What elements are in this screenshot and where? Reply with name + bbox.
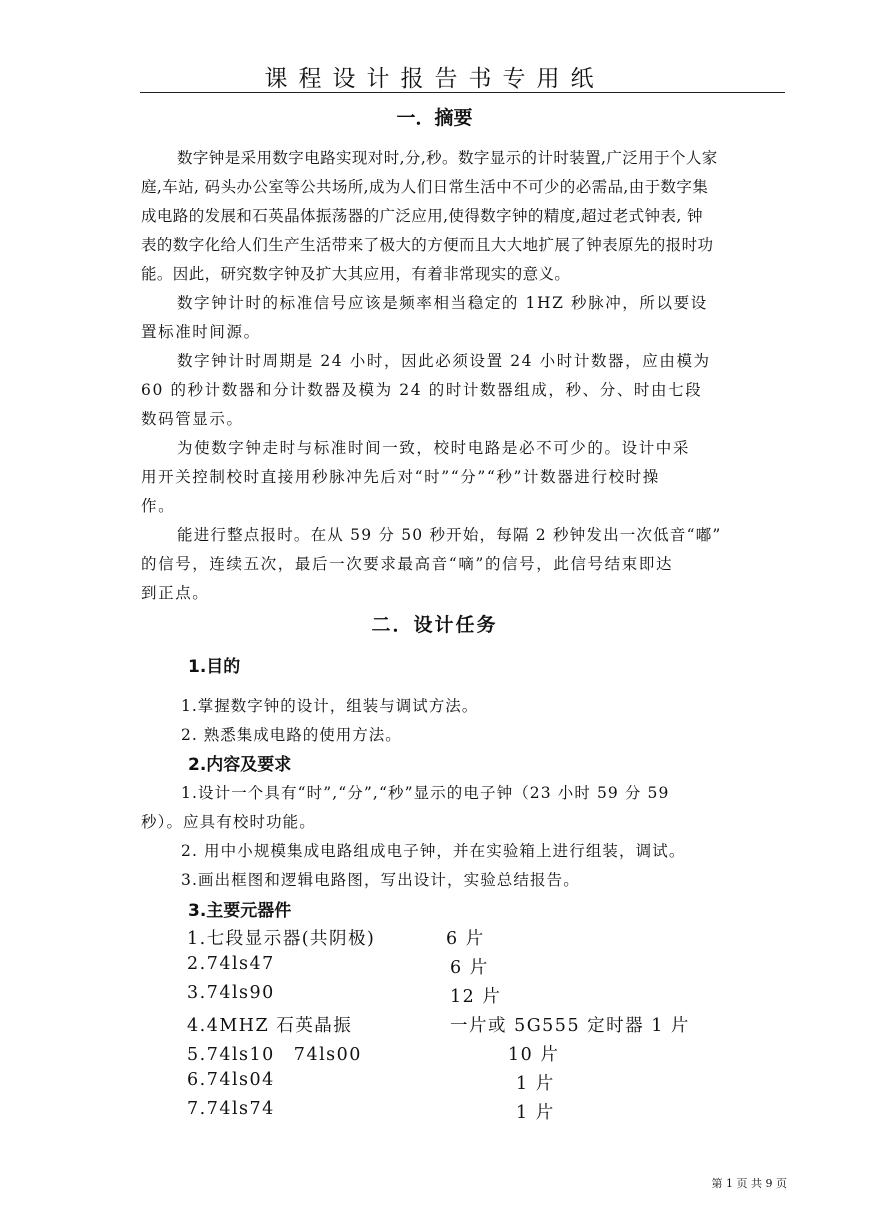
abstract-p5-line3: 到正点。 — [141, 584, 210, 602]
header-divider — [140, 92, 785, 93]
component-name-3: 3.74ls90 — [187, 983, 275, 1003]
abstract-p5-line2: 的信号，连续五次，最后一次要求最高音“嘀”的信号，此信号结束即达 — [141, 555, 674, 573]
subsection-heading-components: 3.主要元器件 — [188, 901, 292, 921]
abstract-p3-line2: 60 的秒计数器和分计数器及模为 24 的时计数器组成，秒、分、时由七段 — [141, 381, 703, 399]
abstract-p3-line3: 数码管显示。 — [141, 410, 244, 428]
component-qty-1: 6 片 — [446, 929, 485, 949]
page-number: 第 1 页 共 9 页 — [711, 1177, 787, 1190]
subsection-heading-requirements: 2.内容及要求 — [188, 755, 292, 775]
purpose-item-2: 2. 熟悉集成电路的使用方法。 — [181, 726, 402, 744]
component-name-4: 4.4MHZ 石英晶振 — [187, 1016, 353, 1036]
subsection-heading-purpose: 1.目的 — [188, 657, 241, 677]
component-qty-3: 12 片 — [450, 987, 502, 1007]
requirements-line-1: 1.设计一个具有“时”,“分”,“秒”显示的电子钟（23 小时 59 分 59 — [181, 784, 670, 802]
purpose-item-1: 1.掌握数字钟的设计，组装与调试方法。 — [181, 697, 479, 715]
component-qty-6: 1 片 — [516, 1074, 555, 1094]
component-qty-4: 一片或 5G555 定时器 1 片 — [450, 1016, 690, 1036]
component-qty-2: 6 片 — [450, 958, 489, 978]
section-heading-abstract: 一．摘要 — [396, 107, 473, 129]
component-name-1: 1.七段显示器(共阴极) — [187, 929, 376, 949]
abstract-p2-line2: 置标准时间源。 — [141, 323, 261, 341]
component-name-6: 6.74ls04 — [187, 1070, 275, 1090]
component-name-5: 5.74ls10 74ls00 — [187, 1045, 362, 1065]
requirements-line-2: 秒）。应具有校时功能。 — [141, 813, 316, 831]
section-heading-design-task: 二．设计任务 — [371, 614, 498, 636]
component-qty-7: 1 片 — [516, 1103, 555, 1123]
abstract-p1-line5: 能。因此，研究数字钟及扩大其应用，有着非常现实的意义。 — [141, 265, 571, 283]
component-qty-5: 10 片 — [508, 1045, 560, 1065]
abstract-p4-line1: 为使数字钟走时与标准时间一致，校时电路是必不可少的。设计中采 — [177, 439, 691, 457]
abstract-p1-line4: 表的数字化给人们生产生活带来了极大的方便而且大大地扩展了钟表原先的报时功 — [141, 236, 714, 254]
abstract-p5-line1: 能进行整点报时。在从 59 分 50 秒开始，每隔 2 秒钟发出一次低音“嘟” — [177, 526, 722, 544]
page-header-title: 课程设计报告书专用纸 — [264, 66, 605, 92]
abstract-p2-line1: 数字钟计时的标准信号应该是频率相当稳定的 1HZ 秒脉冲，所以要设 — [177, 294, 708, 312]
requirements-line-3: 2. 用中小规模集成电路组成电子钟，并在实验箱上进行组装，调试。 — [181, 842, 686, 860]
abstract-p1-line1: 数字钟是采用数字电路实现对时,分,秒。数字显示的计时装置,广泛用于个人家 — [177, 149, 718, 167]
abstract-p1-line2: 庭,车站, 码头办公室等公共场所,成为人们日常生活中不可少的必需品,由于数字集 — [141, 178, 709, 196]
abstract-p4-line2: 用开关控制校时直接用秒脉冲先后对“时”“分”“秒”计数器进行校时操 — [141, 468, 660, 486]
abstract-p4-line3: 作。 — [141, 497, 176, 515]
component-name-7: 7.74ls74 — [187, 1099, 275, 1119]
requirements-line-4: 3.画出框图和逻辑电路图，写出设计，实验总结报告。 — [181, 871, 580, 889]
component-name-2: 2.74ls47 — [187, 954, 275, 974]
abstract-p1-line3: 成电路的发展和石英晶体振荡器的广泛应用,使得数字钟的精度,超过老式钟表, 钟 — [141, 207, 703, 225]
abstract-p3-line1: 数字钟计时周期是 24 小时，因此必须设置 24 小时计数器，应由模为 — [177, 352, 711, 370]
